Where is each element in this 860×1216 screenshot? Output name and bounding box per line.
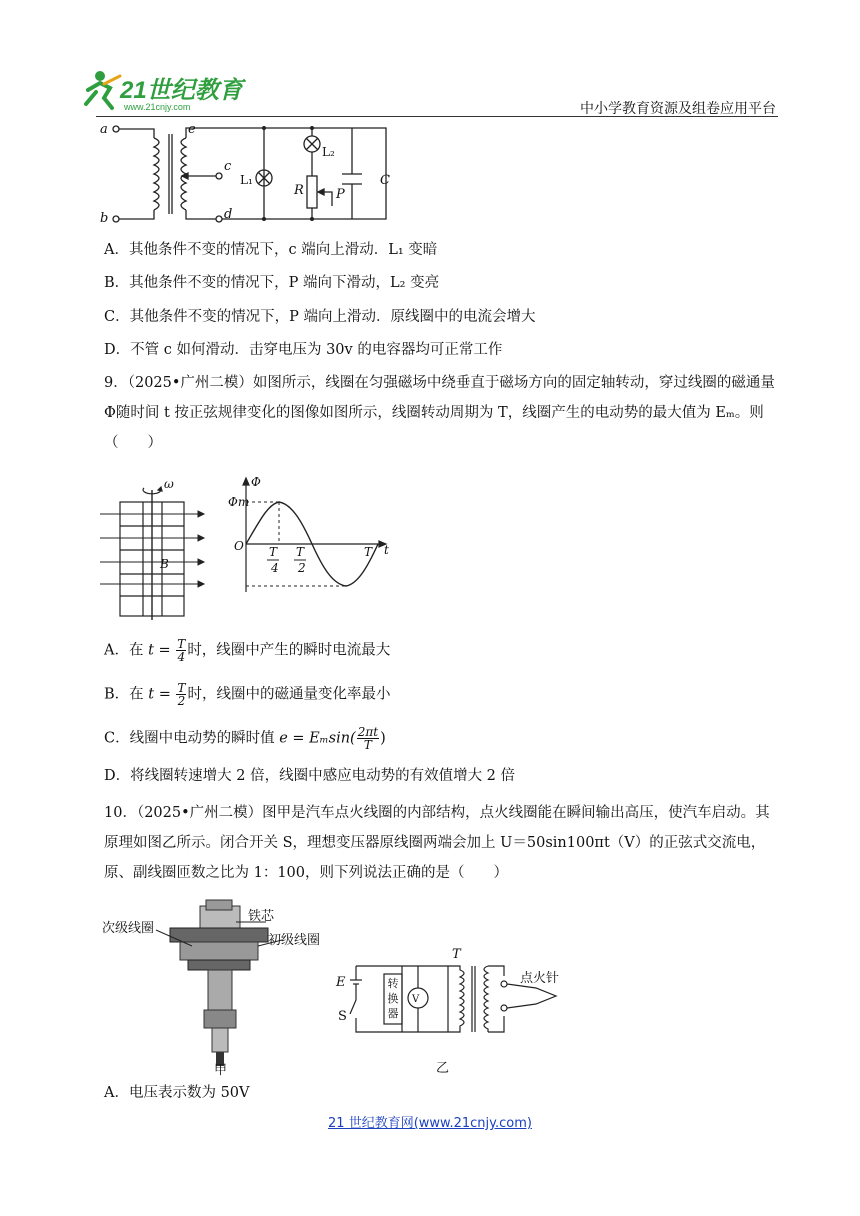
q8-option-d: D．不管 c 如何滑动．击穿电压为 30v 的电容器均可正常工作	[104, 342, 503, 358]
footer	[0, 1112, 860, 1131]
svg-text:C: C	[380, 173, 390, 188]
svg-text:S: S	[338, 1009, 347, 1024]
q9-option-a: A．在 t = $\frac{T}{4}$ 时，线圈中产生的瞬时电流最大	[104, 637, 391, 664]
svg-text:T: T	[452, 947, 461, 962]
logo-url: www.21cnjy.com	[124, 102, 191, 112]
svg-text:R: R	[294, 183, 304, 198]
svg-text:乙: 乙	[436, 1061, 450, 1076]
svg-text:初级线圈: 初级线圈	[268, 933, 321, 948]
q10-option-a: A．电压表示数为 50V	[104, 1085, 250, 1101]
svg-text:O: O	[234, 539, 244, 553]
q9-option-c: C．线圈中电动势的瞬时值 e = Eₘsin( $\frac{2\pi t}{T}$ )	[104, 725, 386, 752]
svg-text:T: T	[364, 545, 373, 559]
svg-text:e: e	[188, 122, 196, 137]
q9-option-b: B．在 t = $\frac{T}{2}$ 时，线圈中的磁通量变化率最小	[104, 681, 391, 708]
svg-text:L₁: L₁	[240, 173, 253, 187]
q9-stem: 9．（2025•广州二模）如图所示，线圈在匀强磁场中绕垂直于磁场方向的固定轴转动，穿过线圈的磁通量Φ随时间 t 按正弦规律变化的图像如图所示，线圈转动周期为 T，线圈产生的电动势的最大值为 Eₘ。则（ ）	[104, 375, 775, 451]
svg-text:d: d	[224, 207, 233, 222]
q9-option-d: D．将线圈转速增大 2 倍，线圈中感应电动势的有效值增大 2 倍	[104, 768, 516, 784]
svg-text:t: t	[384, 543, 389, 557]
svg-text:点火针: 点火针	[520, 971, 560, 986]
svg-text:B: B	[160, 557, 169, 571]
svg-text:4: 4	[271, 561, 279, 575]
svg-text:甲: 甲	[214, 1063, 228, 1076]
site-logo	[80, 68, 250, 114]
svg-text:铁芯: 铁芯	[248, 909, 275, 924]
svg-text:E: E	[336, 975, 346, 990]
svg-text:T: T	[269, 545, 278, 559]
svg-text:L₂: L₂	[322, 145, 335, 159]
q8-circuit-figure	[96, 118, 406, 228]
header-divider	[96, 116, 778, 117]
q9-coil-flux-figure	[96, 474, 396, 620]
svg-text:ω: ω	[164, 477, 174, 491]
q10-ignition-figure: 次级线圈 铁芯 初级线圈 甲 乙 点火针 E S V T 转换器	[96, 896, 576, 1076]
runner-logo-icon	[86, 71, 120, 108]
svg-text:T: T	[296, 545, 305, 559]
logo-text: 21世纪教育	[120, 77, 243, 104]
svg-text:P: P	[336, 187, 345, 202]
q8-option-b: B．其他条件不变的情况下，P 端向下滑动，L₂ 变亮	[104, 275, 440, 291]
svg-text:c: c	[224, 159, 232, 174]
ignition-coil-structure	[170, 900, 268, 1066]
svg-text:Φm: Φm	[228, 495, 250, 509]
svg-text:Φ: Φ	[251, 475, 261, 489]
platform-name: 中小学教育资源及组卷应用平台	[580, 101, 776, 117]
q8-option-a: A．其他条件不变的情况下，c 端向上滑动．L₁ 变暗	[104, 242, 438, 258]
svg-text:次级线圈: 次级线圈	[102, 921, 155, 936]
footer-link[interactable]: 21 世纪教育网(www.21cnjy.com)	[328, 1116, 532, 1131]
svg-text:V: V	[412, 994, 420, 1005]
q8-option-c: C．其他条件不变的情况下，P 端向上滑动．原线圈中的电流会增大	[104, 309, 536, 325]
q10-stem: 10．（2025•广州二模）图甲是汽车点火线圈的内部结构，点火线圈能在瞬间输出高压，使汽车启动。其原理如图乙所示。闭合开关 S，理想变压器原线圈两端会加上 U＝50sin100πt（V）的正弦式交流电，原、副线圈匝数之比为 1：100，则下列说法正确的是（ ）	[104, 805, 770, 881]
svg-text:b: b	[100, 211, 109, 226]
svg-text:2: 2	[298, 561, 306, 575]
svg-text:a: a	[100, 122, 108, 137]
